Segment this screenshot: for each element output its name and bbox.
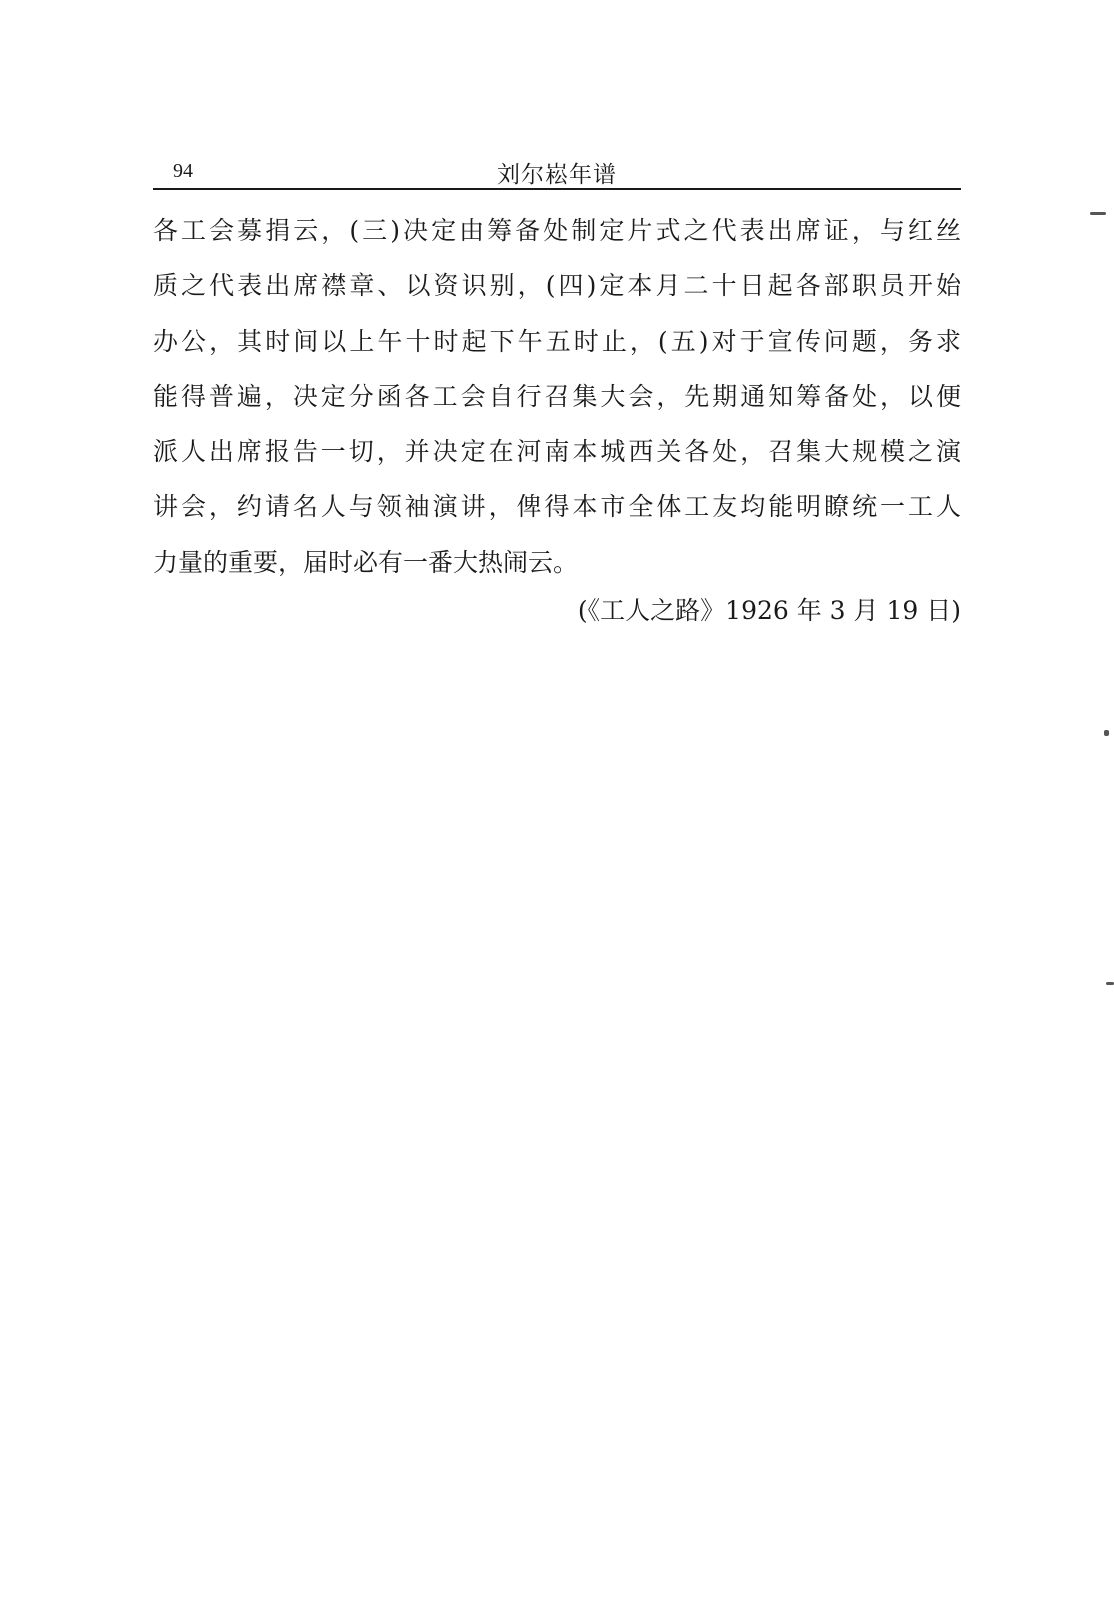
text-line: 各工会募捐云，(三)决定由筹备处制定片式之代表出席证，与红丝 [153, 216, 961, 245]
page-header [153, 150, 961, 190]
scan-artifact [1090, 212, 1106, 215]
header-rule [153, 188, 961, 190]
text-line: 派人出席报告一切，并决定在河南本城西关各处，召集大规模之演 [153, 437, 961, 467]
scan-artifact [1106, 982, 1114, 985]
text-line: 质之代表出席襟章、以资识别，(四)定本月二十日起各部职员开始 [153, 271, 961, 301]
running-title: 刘尔崧年谱 [497, 162, 617, 188]
scan-artifact [1104, 730, 1109, 736]
page-number: 94 [173, 160, 193, 182]
text-line: 能得普遍，决定分函各工会自行召集大会，先期通知筹备处，以便 [153, 381, 961, 411]
text-line: 办公，其时间以上午十时起下午五时止，(五)对于宣传问题，务求 [153, 326, 961, 356]
body-text [153, 216, 961, 603]
text-line: 讲会，约请名人与领袖演讲，俾得本市全体工友均能明瞭统一工人 [153, 492, 961, 522]
source-citation: (《工人之路》1926 年 3 月 19 日) [577, 596, 961, 625]
text-line: 力量的重要，届时必有一番大热闹云。 [153, 547, 579, 577]
